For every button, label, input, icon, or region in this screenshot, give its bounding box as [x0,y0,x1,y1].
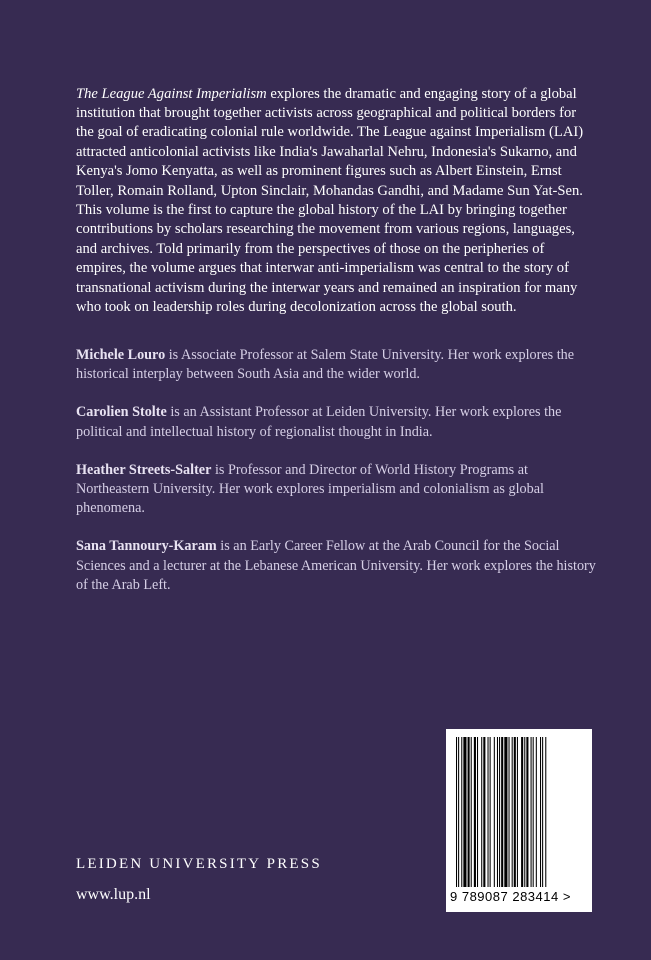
author-bio-text: is Associate Professor at Salem State University. Her work explores the historical interplay between South Asia and the wider world. [76,347,575,383]
barcode-bar [524,737,525,887]
barcode-bar [540,737,541,887]
barcode-bar [461,737,462,887]
book-description [76,85,596,318]
author-bio-text: is Professor and Director of World History Programs at Northeastern University. Her work explores imperialism and colonialism as global phenomena. [76,461,544,517]
barcode-bar [509,737,510,887]
author-name: Carolien Stolte [76,404,167,421]
author-name: Sana Tannoury-Karam [76,538,217,555]
isbn-barcode [446,729,592,912]
barcode-bar [483,737,485,887]
author-bio [76,403,596,441]
book-title: The League Against Imperialism [76,85,267,102]
barcode-bar [512,737,513,887]
barcode-bar [494,737,495,887]
publisher-website[interactable]: www.lup.nl [76,886,151,903]
barcode-bar [533,737,534,887]
author-bio-text: is an Early Career Fellow at the Arab Council for the Social Sciences and a lecturer at the Lebanese American University. Her work explores the history of the Arab Left. [76,538,596,593]
publisher-name: LEIDEN UNIVERSITY PRESS [76,856,322,872]
barcode-bar [474,737,476,887]
barcode-bar [542,737,543,887]
barcode-bar [481,737,482,887]
author-name: Michele Louro [76,347,166,363]
author-bios [76,346,596,614]
barcode-bar [545,737,546,887]
barcode-bar [488,737,489,887]
barcode-bar [471,737,472,887]
barcode-bar [490,737,491,887]
barcode-bar [531,737,532,887]
barcode-bar [536,737,537,887]
barcode-bar [468,737,470,887]
barcode-bars [454,737,584,889]
author-bio [76,461,596,519]
author-bio [76,537,596,595]
barcode-bar [458,737,459,887]
barcode-bar [504,737,507,887]
description-text: explores the dramatic and engaging story of a global institution that brought together activists across geographical and political borders for the goal of eradicating colonial rule worldwide. The League against Imperialism (LAI) attracted anticolonial activists like India's Jawaharlal Nehru, Indonesia's Sukarno, and Kenya's Jomo Kenyatta, as well as prominent figures such as Albert Einstein, Ernst Toller, Romain Rolland, Upton Sinclair, Mohandas Gandhi, and Madame Sun Yat-Sen. This volume is the first to capture the global history of the LAI by bringing together contributions by scholars researching the movement from various regions, languages, and archives. Told primarily from the perspectives of those on the peripheries of empires, the volume argues that interwar anti-imperialism was central to the story of transnational activism during the interwar years and remained an inspiration for many who took on leadership roles during decolonization across the global south. [76,85,584,316]
isbn-number: 9 789087 283414 > [450,889,571,904]
author-bio [76,346,596,384]
barcode-bar [477,737,478,887]
barcode-bar [497,737,498,887]
author-name: Heather Streets-Salter [76,461,212,478]
barcode-bar [517,737,518,887]
barcode-bar [514,737,516,887]
barcode-bar [526,737,528,887]
barcode-bar [499,737,500,887]
barcode-bar [463,737,466,887]
barcode-bar [456,737,457,887]
author-bio-text: is an Assistant Professor at Leiden University. Her work explores the political and intellectual history of regionalist thought in India. [76,404,562,440]
barcode-bar [521,737,523,887]
barcode-bar [501,737,503,887]
